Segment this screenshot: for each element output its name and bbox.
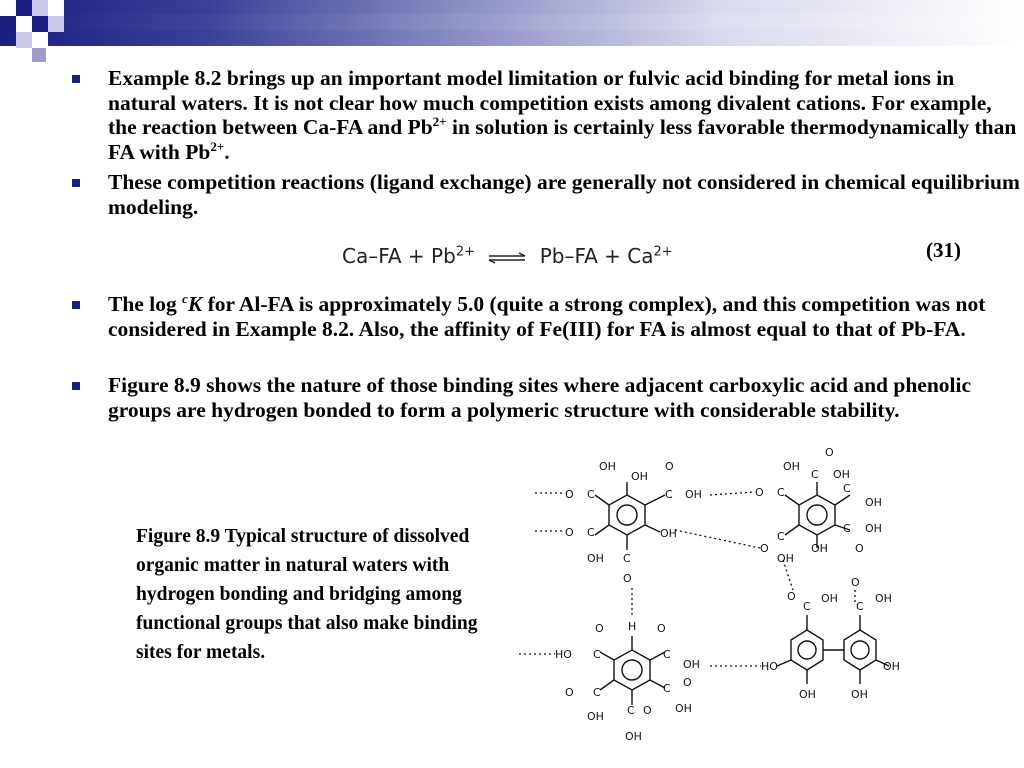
label-oh: OH — [675, 702, 692, 715]
decor-square — [32, 48, 46, 62]
bullet-marker — [72, 75, 80, 83]
bullet-1 — [72, 66, 1023, 164]
label-oh: OH — [799, 688, 816, 701]
bullet-4 — [72, 373, 1023, 422]
label-oh: OH — [599, 460, 616, 473]
label-c: C — [627, 704, 635, 717]
equation-right: Pb–FA + Ca — [539, 244, 654, 268]
bullet-1-text-b: in solution is certainly less favorable thermodynamically than FA with Pb — [108, 115, 1017, 164]
bullet-marker — [72, 301, 80, 309]
label-c: C — [587, 488, 595, 501]
label-oh: OH — [587, 710, 604, 723]
label-oh: OH — [587, 552, 604, 565]
label-o: O — [787, 590, 796, 603]
bullet-3 — [72, 292, 1023, 341]
label-oh: OH — [685, 488, 702, 501]
bullet-1-text-a: Example 8.2 brings up an important model limitation or fulvic acid binding for metal ions in natural waters. It is not clear how much competition exists among divalent cations. For example, the reaction between Ca-FA and Pb — [108, 66, 992, 139]
label-oh: OH — [865, 496, 882, 509]
label-o: O — [643, 704, 652, 717]
superscript: c — [182, 290, 188, 306]
label-oh: OH — [833, 468, 850, 481]
label-c: C — [665, 488, 673, 501]
equation — [342, 244, 673, 268]
superscript: 2+ — [210, 138, 225, 154]
label-c: C — [623, 552, 631, 565]
decor-square — [32, 0, 48, 16]
decor-square — [0, 0, 16, 16]
equation-left: Ca–FA + Pb — [342, 244, 456, 268]
label-oh: OH — [660, 527, 677, 540]
label-oh: OH — [783, 460, 800, 473]
superscript: 2+ — [455, 244, 475, 260]
label-oh: OH — [821, 592, 838, 605]
label-c: C — [843, 522, 851, 535]
label-o: O — [657, 622, 666, 635]
label-oh: OH — [625, 730, 642, 743]
label-c: C — [593, 686, 601, 699]
decor-square — [32, 16, 48, 32]
label-oh: OH — [777, 552, 794, 565]
superscript: 2+ — [653, 244, 673, 260]
label-ho: HO — [761, 660, 778, 673]
header-bar — [0, 0, 1024, 46]
decor-square — [32, 32, 48, 48]
decor-square — [0, 16, 16, 32]
bullet-2-text: These competition reactions (ligand exchange) are generally not considered in chemical equilibrium modeling. — [108, 170, 1020, 219]
k-symbol: K — [187, 292, 203, 316]
label-c: C — [587, 526, 595, 539]
label-oh: OH — [631, 470, 648, 483]
label-oh: OH — [851, 688, 868, 701]
bullet-2 — [72, 170, 1023, 219]
label-c: C — [843, 482, 851, 495]
figure-caption: Figure 8.9 Typical structure of dissolved organic matter in natural waters with hydrogen bonding and bridging among functional groups that also make binding sites for metals. — [136, 526, 478, 663]
label-o: O — [755, 486, 764, 499]
bullet-3-text-a: The log — [108, 292, 183, 316]
label-c: C — [663, 682, 671, 695]
superscript: 2+ — [432, 113, 447, 129]
label-o: O — [565, 686, 574, 699]
equation-number: (31) — [926, 238, 961, 262]
bullet-marker — [72, 382, 80, 390]
label-oh: OH — [865, 522, 882, 535]
label-o: O — [595, 622, 604, 635]
label-o: O — [683, 676, 692, 689]
label-ho: HO — [555, 648, 572, 661]
decor-square — [48, 0, 64, 16]
bullet-marker — [72, 179, 80, 187]
equilibrium-arrow-icon — [487, 252, 527, 264]
label-c: C — [856, 600, 864, 613]
label-o: O — [760, 542, 769, 555]
label-oh: OH — [875, 592, 892, 605]
label-o: O — [855, 542, 864, 555]
label-c: C — [777, 530, 785, 543]
label-c: C — [803, 600, 811, 613]
label-oh: OH — [883, 660, 900, 673]
label-oh: OH — [683, 658, 700, 671]
label-o: O — [565, 526, 574, 539]
label-o: O — [825, 446, 834, 459]
label-c: C — [663, 648, 671, 661]
decor-square — [16, 32, 32, 48]
label-c: C — [777, 486, 785, 499]
bullet-3-text-b: for Al-FA is approximately 5.0 (quite a strong complex), and this competition was not considered in Example 8.2. Also, the affinity of Fe(III) for FA is almost equal to that of Pb-FA. — [108, 292, 986, 341]
decor-square — [16, 16, 32, 32]
label-c: C — [593, 648, 601, 661]
molecular-structure-diagram — [515, 440, 915, 760]
label-h: H — [628, 620, 637, 633]
label-oh: OH — [811, 542, 828, 555]
label-c: C — [811, 468, 819, 481]
decor-square — [16, 0, 32, 16]
label-o: O — [565, 488, 574, 501]
bullet-1-text-c: . — [224, 139, 230, 164]
decor-square — [48, 16, 64, 32]
label-o: O — [851, 576, 860, 589]
label-o: O — [665, 460, 674, 473]
bullet-4-text: Figure 8.9 shows the nature of those binding sites where adjacent carboxylic acid and phenolic groups are hydrogen bonded to form a polymeric structure with considerable stability. — [108, 373, 972, 422]
label-o: O — [623, 572, 632, 585]
